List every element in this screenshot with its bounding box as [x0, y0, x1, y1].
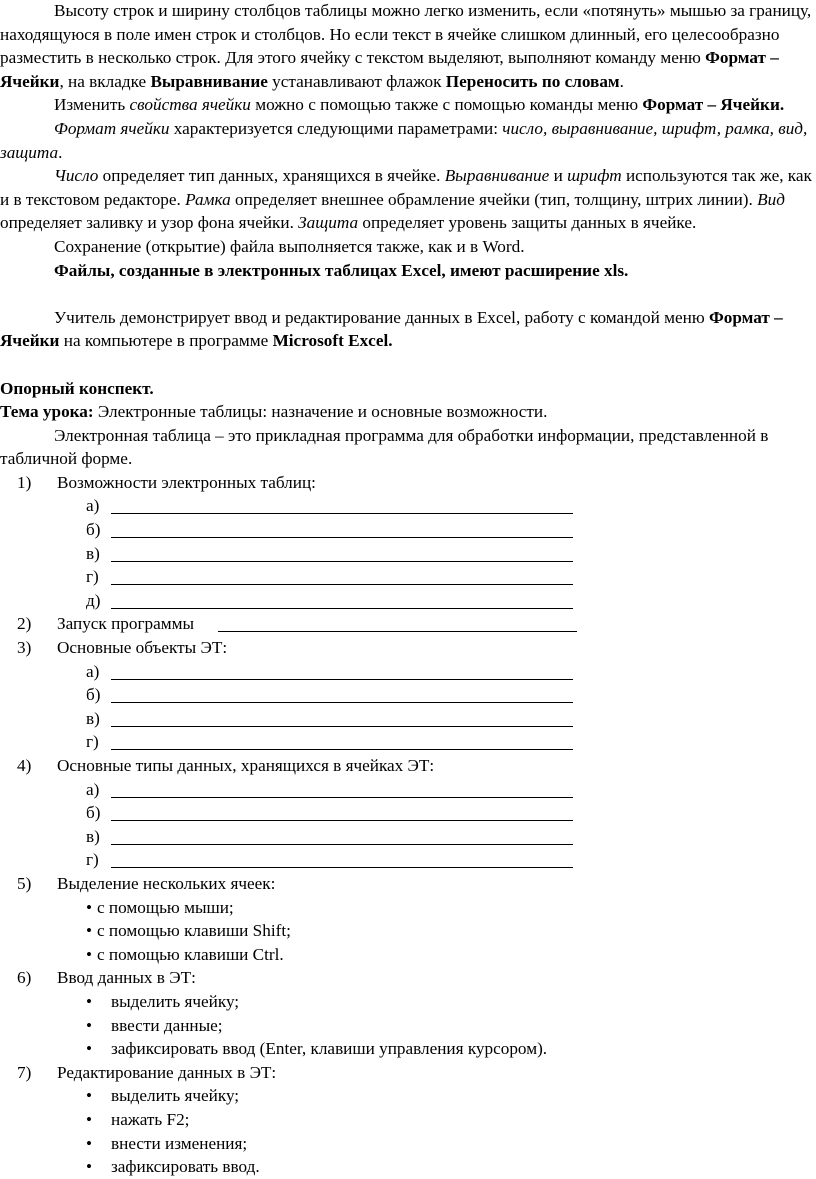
blank-answer-row	[0, 848, 816, 872]
list-text: Основные объекты ЭТ:	[57, 638, 228, 658]
item7-bullets	[0, 1084, 816, 1178]
definition-paragraph: Электронная таблица – это прикладная программа для обработки информации, представленной в табличной форме.	[0, 425, 769, 469]
list-item-2	[0, 612, 816, 636]
bullet-item	[0, 1037, 816, 1061]
item1-blanks	[0, 494, 816, 612]
italic-text: свойства ячейки	[129, 95, 251, 115]
bullet-text: зафиксировать ввод.	[111, 1157, 260, 1177]
bullet-item	[0, 896, 816, 920]
answer-line[interactable]	[111, 537, 573, 538]
text: используются так же, как и в текстовом редакторе.	[0, 166, 812, 209]
bullet-text: нажать F2;	[111, 1109, 190, 1129]
blank-answer-row	[0, 518, 816, 542]
bold-text: Выравнивание	[150, 71, 268, 91]
conspect-title	[0, 377, 816, 401]
italic-text: число, выравнивание, шрифт, рамка, вид, защита	[0, 118, 808, 162]
list-text: Ввод данных в ЭТ:	[57, 968, 196, 988]
bullet-text: выделить ячейку;	[111, 991, 240, 1011]
bullet-item	[0, 943, 816, 967]
bullet-icon: •	[86, 1086, 93, 1106]
topic-label: Тема урока:	[0, 402, 94, 422]
item4-blanks	[0, 778, 816, 872]
text: определяет внешнее обрамление ячейки (тип, толщину, штрих линии).	[230, 189, 758, 209]
text: определяет заливку и узор фона ячейки.	[0, 213, 299, 233]
letter-label: в)	[86, 708, 100, 728]
letter-label: в)	[86, 826, 100, 846]
bullet-icon: •	[86, 1133, 93, 1153]
bold-text: Формат – Ячейки.	[642, 95, 785, 115]
letter-label: г)	[86, 567, 99, 587]
bullet-item	[0, 1014, 816, 1038]
answer-line[interactable]	[111, 726, 573, 727]
answer-line[interactable]	[111, 820, 573, 821]
text: характеризуется следующими параметрами:	[169, 118, 503, 138]
letter-label: г)	[86, 850, 99, 870]
blank-line	[0, 353, 816, 377]
item6-bullets	[0, 990, 816, 1061]
bullet-item	[0, 990, 816, 1014]
bullet-text: зафиксировать ввод (Enter, клавиши управления курсором).	[111, 1039, 548, 1059]
list-number: 7)	[17, 1062, 32, 1082]
list-number: 5)	[17, 873, 32, 893]
answer-line[interactable]	[111, 844, 573, 845]
text: можно с помощью также с помощью команды меню	[250, 95, 643, 115]
text: .	[58, 142, 63, 162]
bullet-icon: •	[86, 921, 93, 941]
answer-line[interactable]	[111, 702, 573, 703]
letter-label: б)	[86, 520, 101, 540]
blank-answer-row	[0, 707, 816, 731]
blank-answer-row	[0, 825, 816, 849]
letter-label: в)	[86, 543, 100, 563]
bullet-icon: •	[86, 1015, 93, 1035]
text: , на вкладке	[59, 71, 151, 91]
answer-line[interactable]	[111, 867, 573, 868]
paragraph-extension	[0, 259, 816, 283]
lesson-topic	[0, 400, 816, 424]
bold-text: Файлы, созданные в электронных таблицах Excel, имеют расширение xls.	[54, 260, 629, 280]
letter-label: д)	[86, 590, 101, 610]
list-text: Запуск программы	[57, 614, 195, 634]
answer-line[interactable]	[111, 584, 573, 585]
bullet-icon: •	[86, 1157, 93, 1177]
letter-label: а)	[86, 779, 100, 799]
list-item-7	[0, 1061, 816, 1085]
item5-bullets	[0, 896, 816, 967]
italic-text: Защита	[298, 213, 359, 233]
text: .	[619, 71, 624, 91]
bold-text: Microsoft Excel.	[272, 331, 393, 351]
blank-answer-row	[0, 494, 816, 518]
answer-line[interactable]	[111, 513, 573, 514]
text: определяет тип данных, хранящихся в ячейке.	[98, 166, 445, 186]
italic-text: шрифт	[567, 166, 622, 186]
bold-text: Формат – Ячейки	[0, 48, 779, 91]
bullet-text: с помощью клавиши Shift;	[97, 921, 291, 941]
text: Высоту строк и ширину столбцов таблицы можно легко изменить, если «потянуть» мышью за границу, находящуюся в поле имен строк и столбцов. Но если текст в ячейке слишком длинный, его целесообразно разместить в несколько строк. Для этого ячейку с текстом выделяют, выполняют команду меню	[0, 1, 812, 68]
blank-answer-row	[0, 660, 816, 684]
text: Учитель демонстрирует ввод и редактирование данных в Excel, работу с командой меню	[54, 307, 709, 327]
list-text: Возможности электронных таблиц:	[57, 472, 316, 492]
bullet-text: с помощью клавиши Ctrl.	[97, 944, 284, 964]
bullet-item	[0, 919, 816, 943]
blank-answer-row	[0, 565, 816, 589]
list-number: 6)	[17, 968, 32, 988]
bullet-item	[0, 1108, 816, 1132]
blank-answer-row	[0, 542, 816, 566]
letter-label: б)	[86, 803, 101, 823]
bullet-item	[0, 1084, 816, 1108]
blank-answer-row	[0, 730, 816, 754]
answer-line[interactable]	[111, 797, 573, 798]
item3-blanks	[0, 660, 816, 754]
italic-text: Формат ячейки	[54, 118, 170, 138]
answer-line[interactable]	[218, 631, 577, 632]
list-number: 2)	[17, 614, 32, 634]
list-item-1	[0, 471, 816, 495]
answer-line[interactable]	[111, 749, 573, 750]
text: Изменить	[54, 95, 130, 115]
letter-label: а)	[86, 496, 100, 516]
paragraph-format-details	[0, 164, 816, 235]
blank-answer-row	[0, 778, 816, 802]
answer-line[interactable]	[111, 561, 573, 562]
italic-text: Вид	[757, 189, 785, 209]
list-number: 1)	[17, 472, 32, 492]
text: и	[549, 166, 568, 186]
list-item-5	[0, 872, 816, 896]
paragraph-save: Сохранение (открытие) файла выполняется также, как и в Word.	[54, 236, 525, 256]
bold-text: Опорный конспект.	[0, 378, 154, 398]
list-item-6	[0, 966, 816, 990]
letter-label: а)	[86, 661, 100, 681]
bullet-text: внести изменения;	[111, 1133, 248, 1153]
bullet-item	[0, 1132, 816, 1156]
answer-line[interactable]	[111, 608, 573, 609]
bold-text: Переносить по словам	[445, 71, 620, 91]
list-text: Редактирование данных в ЭТ:	[57, 1062, 277, 1082]
blank-answer-row	[0, 801, 816, 825]
answer-line[interactable]	[111, 679, 573, 680]
blank-answer-row	[0, 683, 816, 707]
letter-label: б)	[86, 685, 101, 705]
paragraph-cell-format	[0, 117, 816, 164]
paragraph-cell-properties	[0, 93, 816, 117]
list-text: Выделение нескольких ячеек:	[57, 873, 276, 893]
bullet-icon: •	[86, 944, 93, 964]
list-item-3	[0, 636, 816, 660]
list-number: 4)	[17, 756, 32, 775]
bullet-icon: •	[86, 897, 93, 917]
paragraph-row-resize	[0, 0, 816, 93]
bullet-text: выделить ячейку;	[111, 1086, 240, 1106]
blank-answer-row	[0, 589, 816, 613]
bullet-text: с помощью мыши;	[97, 897, 234, 917]
topic-text: Электронные таблицы: назначение и основные возможности.	[93, 402, 548, 422]
italic-text: Число	[54, 166, 99, 186]
italic-text: Рамка	[185, 189, 231, 209]
bold-text: Формат – Ячейки	[0, 307, 783, 351]
letter-label: г)	[86, 732, 99, 752]
bullet-icon: •	[86, 1039, 93, 1059]
list-number: 3)	[17, 638, 32, 658]
text: устанавливают флажок	[267, 71, 446, 91]
list-text: Основные типы данных, хранящихся в ячейках ЭТ:	[57, 756, 435, 775]
italic-text: Выравнивание	[444, 166, 550, 186]
text: определяет уровень защиты данных в ячейке.	[358, 213, 697, 233]
bullet-icon: •	[86, 991, 93, 1011]
blank-line	[0, 282, 816, 306]
bullet-text: ввести данные;	[111, 1015, 223, 1035]
list-item-4	[0, 754, 816, 778]
text: на компьютере в программе	[59, 331, 273, 351]
bullet-icon: •	[86, 1109, 93, 1129]
paragraph-teacher-demo	[0, 306, 816, 353]
